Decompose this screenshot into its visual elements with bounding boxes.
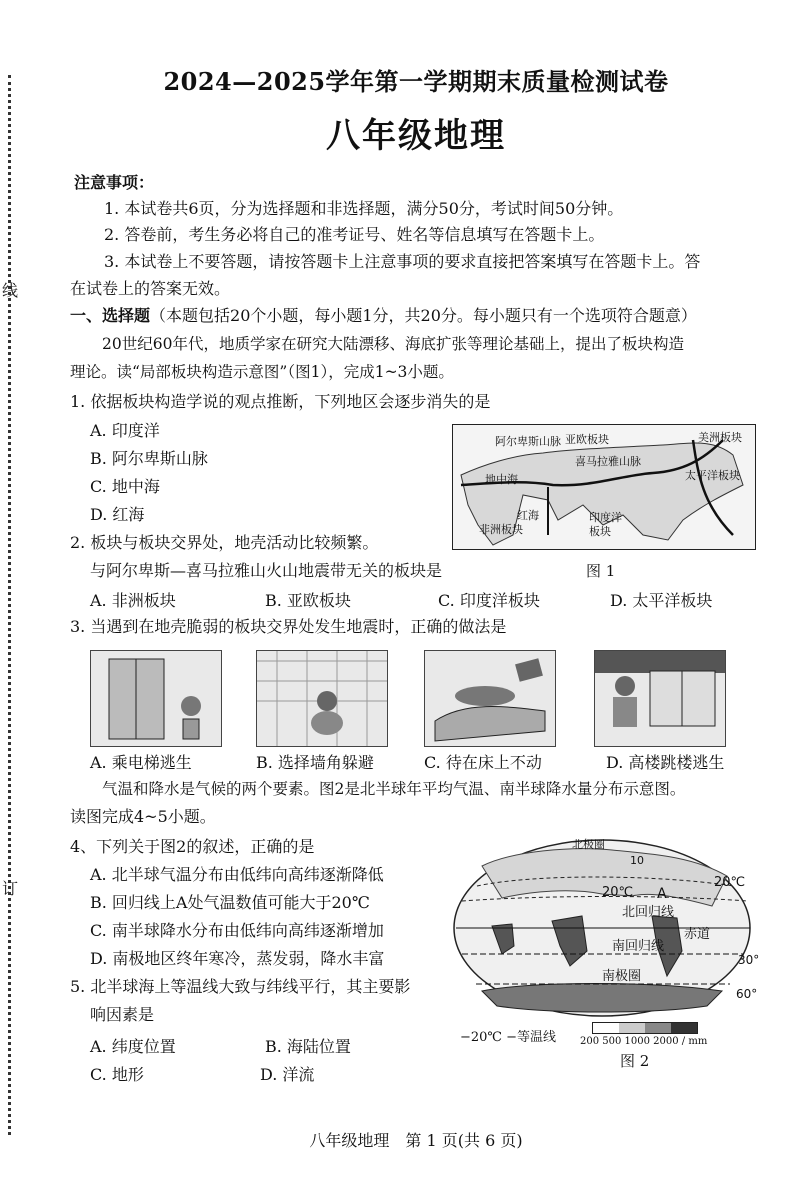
fig1-label-indian-ocean: 印度洋	[589, 511, 622, 524]
notice-heading: 注意事项：	[74, 173, 155, 192]
exam-subject: 八年级地理	[326, 116, 506, 156]
q4-stem: 4、下列关于图2的叙述，正确的是	[70, 837, 315, 856]
fig1-label-alps: 阿尔卑斯山脉	[495, 435, 561, 448]
q5-option-c: C. 地形	[90, 1065, 144, 1084]
wall-corner-illustration	[257, 651, 387, 746]
fig2-legend-scale: 200 500 1000 2000 / mm	[580, 1036, 708, 1047]
fig1-label-african-plate: 非洲板块	[479, 523, 523, 536]
notice-item-1: 1. 本试卷共6页，分为选择题和非选择题，满分50分，考试时间50分钟。	[104, 199, 624, 218]
fig2-label-antarctic-circle: 南极圈	[602, 969, 642, 984]
fig1-label-pacific-plate: 太平洋板块	[685, 469, 740, 482]
fig1-label-american-plate: 美洲板块	[698, 431, 742, 444]
q3-stem: 3. 当遇到在地壳脆弱的板块交界处发生地震时，正确的做法是	[70, 617, 507, 636]
q2-option-c: C. 印度洋板块	[438, 591, 540, 610]
world-map-svg	[452, 836, 762, 1021]
q5-stem-2: 响因素是	[90, 1005, 155, 1024]
q2-stem-1: 2. 板块与板块交界处，地壳活动比较频繁。	[70, 533, 379, 552]
notice-item-3: 3. 本试卷上不要答题，请按答题卡上注意事项的要求直接把答案填写在答题卡上。答	[104, 252, 701, 271]
figure-2-world-map	[452, 836, 762, 1021]
fig2-label-tropic-capricorn: 南回归线	[612, 939, 665, 954]
section1-desc: （本题包括20个小题，每小题1分，共20分。每小题只有一个选项符合题意）	[150, 306, 697, 325]
bed-illustration	[425, 651, 555, 746]
intro45-line-1: 气温和降水是气候的两个要素。图2是北半球年平均气温、南半球降水量分布示意图。	[102, 780, 686, 798]
q2-stem-2: 与阿尔卑斯—喜马拉雅山火山地震带无关的板块是	[90, 561, 443, 580]
q1-stem: 1. 依据板块构造学说的观点推断，下列地区会逐步消失的是	[70, 392, 491, 411]
q4-option-c: C. 南半球降水分布由低纬向高纬逐渐增加	[90, 921, 384, 940]
q3-picture-elevator	[90, 650, 222, 747]
q4-option-a: A. 北半球气温分布由低纬向高纬逐渐降低	[90, 865, 384, 884]
plate-map-svg	[453, 425, 755, 549]
antarctica	[482, 984, 722, 1013]
fig2-label-arctic-circle: 北极圈	[572, 838, 605, 851]
q1-option-a: A. 印度洋	[90, 421, 160, 440]
fig1-label-eurasian-plate: 亚欧板块	[565, 433, 609, 446]
q5-option-d: D. 洋流	[260, 1065, 315, 1084]
fig2-label-equator: 赤道	[684, 927, 711, 942]
section1-intro-1: 20世纪60年代，地质学家在研究大陆漂移、海底扩张等理论基础上，提出了板块构造	[102, 335, 684, 353]
figure-1-caption: 图 1	[586, 562, 616, 580]
fig1-label-red-sea: 红海	[517, 509, 539, 522]
fig1-label-mediterranean: 地中海	[485, 473, 518, 486]
q4-option-b: B. 回归线上A处气温数值可能大于20℃	[90, 893, 370, 912]
q2-option-a: A. 非洲板块	[90, 591, 176, 610]
fig2-label-30deg: 30°	[738, 953, 760, 967]
binding-line	[8, 75, 11, 1135]
q3-picture-bed	[424, 650, 556, 747]
q3-picture-window	[594, 650, 726, 747]
q5-option-a: A. 纬度位置	[90, 1037, 176, 1056]
figure-1-plate-map	[452, 424, 756, 550]
fig2-legend-scale-bar	[592, 1022, 698, 1034]
q3-option-c: C. 待在床上不动	[424, 753, 542, 772]
q3-option-d: D. 高楼跳楼逃生	[606, 753, 725, 772]
q2-option-d: D. 太平洋板块	[610, 591, 713, 610]
q2-option-b: B. 亚欧板块	[265, 591, 351, 610]
q3-picture-wall-corner	[256, 650, 388, 747]
fig2-label-tropic-cancer: 北回归线	[622, 905, 675, 920]
figure-2-caption: 图 2	[620, 1052, 650, 1070]
window-illustration	[595, 651, 725, 746]
page-footer: 八年级地理 第 1 页(共 6 页)	[309, 1131, 523, 1150]
fig1-label-plate: 板块	[589, 525, 611, 538]
fig2-legend-isotherm: −20℃ −等温线	[460, 1030, 557, 1045]
q3-option-b: B. 选择墙角躲避	[256, 753, 374, 772]
notice-item-3-cont: 在试卷上的答案无效。	[70, 279, 231, 298]
fig2-label-10: 10	[630, 854, 644, 867]
fig2-label-a: A	[657, 886, 667, 902]
section1-title: 一、选择题	[70, 306, 151, 325]
fig2-label-20c-right: 20℃	[714, 875, 746, 890]
fig1-label-himalaya: 喜马拉雅山脉	[575, 455, 641, 468]
q3-option-a: A. 乘电梯逃生	[90, 753, 192, 772]
section1-intro-2: 理论。读“局部板块构造示意图”（图1），完成1~3小题。	[70, 363, 454, 381]
fig2-label-60deg: 60°	[736, 987, 758, 1001]
fig2-label-20c-left: 20℃	[602, 885, 634, 900]
q4-option-d: D. 南极地区终年寒冷，蒸发弱，降水丰富	[90, 949, 385, 968]
q5-option-b: B. 海陆位置	[265, 1037, 351, 1056]
q1-option-c: C. 地中海	[90, 477, 160, 496]
binding-char-line: 线	[2, 281, 19, 300]
q5-stem-1: 5. 北半球海上等温线大致与纬线平行，其主要影	[70, 977, 411, 996]
exam-title: 2024—2025学年第一学期期末质量检测试卷	[163, 67, 669, 96]
section1-heading	[70, 305, 697, 327]
binding-char-seal: 订	[2, 879, 19, 898]
notice-item-2: 2. 答卷前，考生务必将自己的准考证号、姓名等信息填写在答题卡上。	[104, 225, 605, 244]
q1-option-d: D. 红海	[90, 505, 145, 524]
q1-option-b: B. 阿尔卑斯山脉	[90, 449, 208, 468]
elevator-illustration	[91, 651, 221, 746]
intro45-line-2: 读图完成4~5小题。	[70, 807, 216, 826]
